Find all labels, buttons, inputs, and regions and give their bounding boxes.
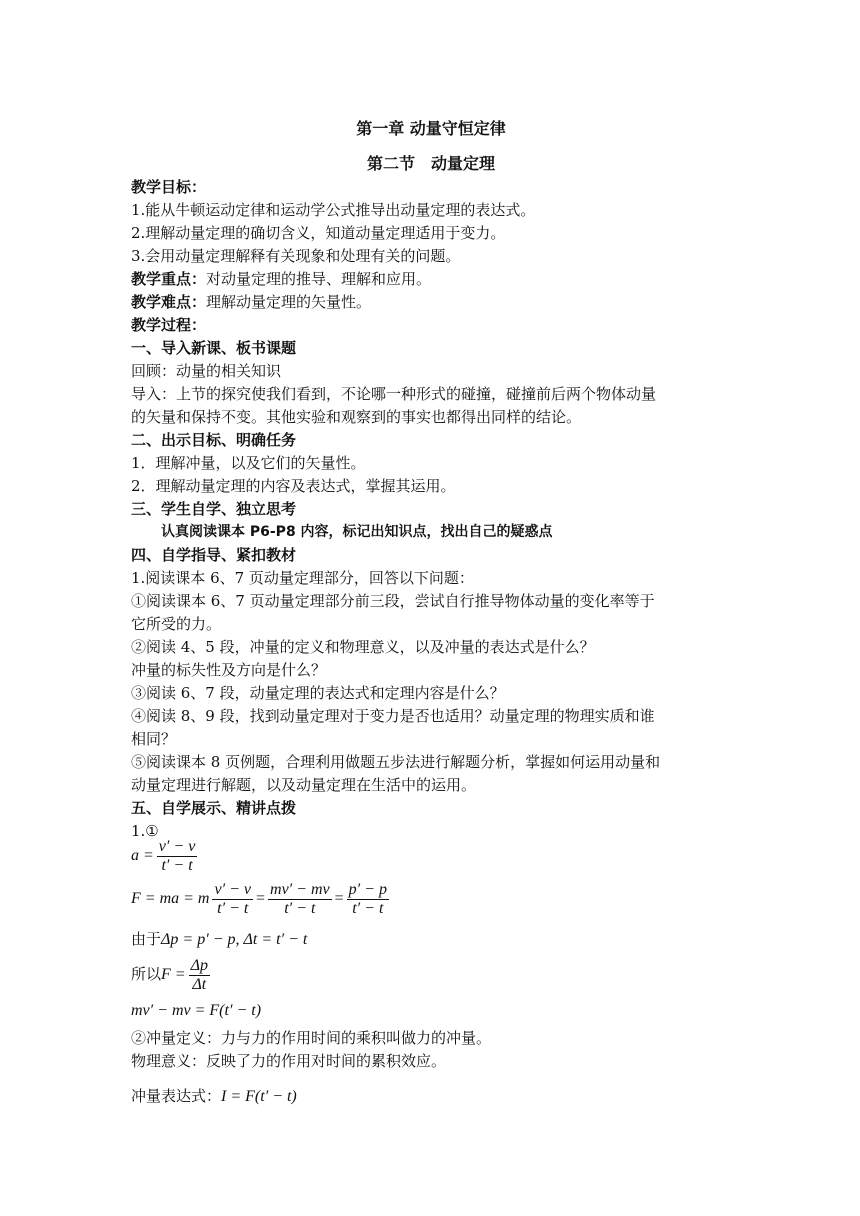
difficulty-label: 教学难点： (131, 293, 207, 311)
so-numerator: Δp (190, 956, 208, 974)
question-1-line-1: ①阅读课本 6、7 页动量定理部分前三段，尝试自行推导物体动量的变化率等于 (131, 592, 655, 610)
since-expression: Δp = p′ − p, Δt = t′ − t (161, 931, 308, 948)
goal-1: 1．理解冲量，以及它们的矢量性。 (131, 454, 366, 472)
difficulty-text: 理解动量定理的矢量性。 (206, 293, 372, 311)
equation-momentum: mv′ − mv = F(t′ − t) (131, 1002, 262, 1019)
so-denominator: Δt (192, 975, 207, 993)
reading-instruction: 认真阅读课本 P6-P8 内容，标记出知识点，找出自己的疑惑点 (161, 524, 553, 540)
eq-f-lhs: F = ma = m (131, 890, 210, 907)
key-point (131, 268, 731, 291)
objective-2: 2.理解动量定理的确切含义，知道动量定理适用于变力。 (131, 224, 506, 242)
equation-so (131, 954, 731, 995)
objective-1: 1.能从牛顿运动定律和运动学公式推导出动量定理的表达式。 (131, 201, 536, 219)
section-1-heading: 一、导入新课、板书课题 (131, 339, 297, 357)
key-point-label: 教学重点： (131, 270, 207, 288)
section-2-heading: 二、出示目标、明确任务 (131, 431, 297, 449)
so-fraction (189, 957, 210, 994)
equation-since (131, 928, 731, 951)
question-2-line-1: ②阅读 4、5 段，冲量的定义和物理意义，以及冲量的表达式是什么？ (131, 638, 595, 656)
question-intro: 1.阅读课本 6、7 页动量定理部分，回答以下问题： (131, 569, 474, 587)
difficulty (131, 291, 731, 314)
eq-f-den-1: t′ − t (217, 899, 249, 917)
eq-f-fraction-2 (268, 881, 332, 918)
impulse-expression-label: 冲量表达式： (131, 1087, 222, 1105)
section-4-heading: 四、自学指导、紧扣教材 (131, 546, 297, 564)
intro-text-1: 导入：上节的探究使我们看到，不论哪一种形式的碰撞，碰撞前后两个物体动量 (131, 385, 657, 403)
answer-item-1: 1.① (131, 822, 159, 840)
question-5-line-1: ⑤阅读课本 8 页例题，合理利用做题五步法进行解题分析，掌握如何运用动量和 (131, 753, 661, 771)
eq-f-num-1: v′ − v (214, 880, 251, 898)
impulse-definition: ②冲量定义：力与力的作用时间的乘积叫做力的冲量。 (131, 1029, 492, 1047)
physical-meaning: 物理意义：反映了力的作用对时间的累积效应。 (131, 1052, 447, 1070)
eq-f-den-3: t′ − t (352, 899, 384, 917)
eq-f-equals-2: = (334, 890, 344, 907)
question-4-line-2: 相同？ (131, 730, 177, 748)
eq-f-fraction-3 (347, 881, 389, 918)
process-heading: 教学过程： (131, 316, 207, 334)
eq-f-fraction-1 (212, 881, 253, 918)
question-3: ③阅读 6、7 段，动量定理的表达式和定理内容是什么？ (131, 684, 505, 702)
impulse-expression-formula: I = F(t′ − t) (221, 1088, 297, 1105)
since-prefix: 由于 (131, 930, 162, 948)
eq-a-fraction (157, 838, 198, 875)
question-4-line-1: ④阅读 8、9 段，找到动量定理对于变力是否也适用？动量定理的物理实质和谁 (131, 707, 655, 725)
eq-f-den-2: t′ − t (284, 899, 316, 917)
intro-text-2: 的矢量和保持不变。其他实验和观察到的事实也都得出同样的结论。 (131, 408, 582, 426)
review-text: 回顾：动量的相关知识 (131, 362, 282, 380)
chapter-title: 第一章 动量守恒定律 (356, 119, 506, 138)
question-1-line-2: 它所受的力。 (131, 615, 222, 633)
so-prefix: 所以 (131, 965, 162, 983)
eq-f-equals-1: = (255, 890, 266, 907)
eq-f-num-2: mv′ − mv (270, 880, 330, 898)
section-5-heading: 五、自学展示、精讲点拨 (131, 799, 297, 817)
section-3-heading: 三、学生自学、独立思考 (131, 500, 297, 518)
objective-3: 3.会用动量定理解释有关现象和处理有关的问题。 (131, 247, 461, 265)
section-title: 第二节 动量定理 (366, 154, 495, 173)
so-lhs: F = (161, 966, 186, 983)
equation-force (131, 879, 731, 919)
eq-a-denominator: t′ − t (161, 856, 193, 874)
eq-a-numerator: v′ − v (158, 837, 196, 855)
equation-acceleration (131, 836, 731, 876)
goal-2: 2．理解动量定理的内容及表达式，掌握其运用。 (131, 477, 456, 495)
key-point-text: 对动量定理的推导、理解和应用。 (206, 270, 432, 288)
eq-f-num-3: p′ − p (348, 880, 387, 898)
impulse-expression (131, 1085, 731, 1108)
eq-a-lhs: a = (131, 847, 154, 864)
question-5-line-2: 动量定理进行解题，以及动量定理在生活中的运用。 (131, 776, 477, 794)
objectives-heading: 教学目标： (131, 178, 207, 196)
question-2-line-2: 冲量的标失性及方向是什么？ (131, 661, 327, 679)
